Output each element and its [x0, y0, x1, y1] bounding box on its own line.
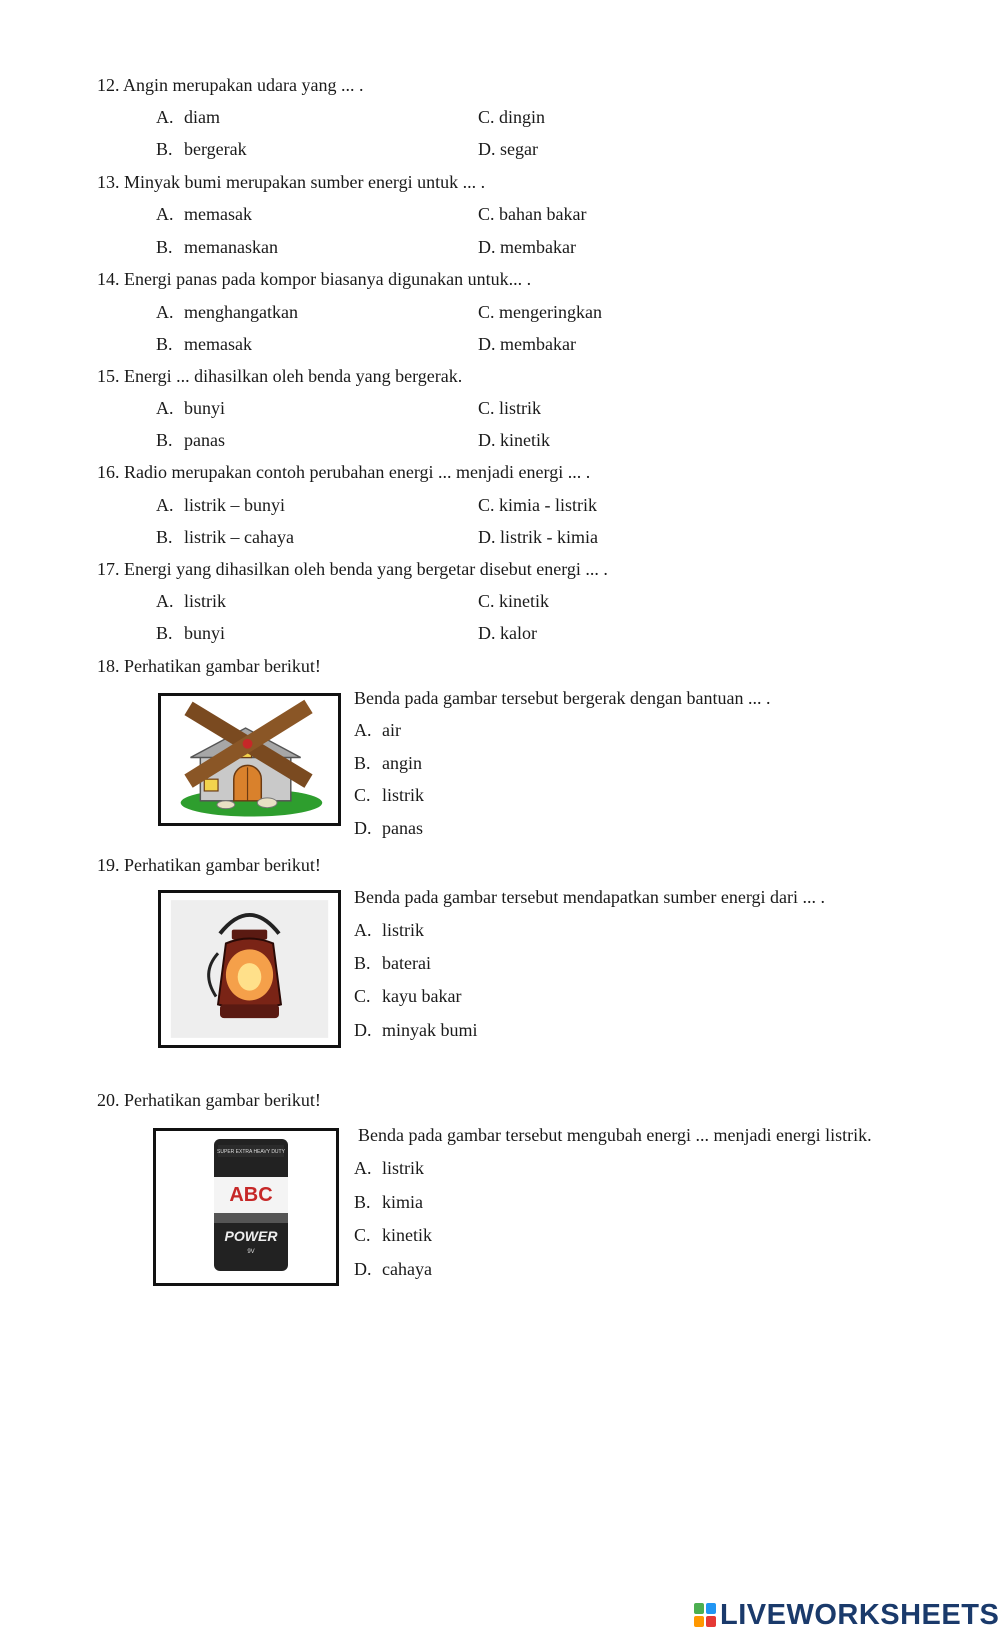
option-letter: B.: [156, 430, 173, 450]
option-15a[interactable]: [156, 398, 225, 419]
option-13a[interactable]: [156, 204, 252, 225]
option-text: cahaya: [382, 1259, 432, 1279]
option-12b[interactable]: [156, 139, 247, 160]
option-text: mengeringkan: [499, 302, 602, 322]
option-17c[interactable]: [478, 591, 549, 612]
option-16a[interactable]: [156, 495, 285, 516]
option-letter: D.: [354, 1020, 372, 1040]
option-15c[interactable]: [478, 398, 541, 419]
option-18b[interactable]: [354, 753, 422, 774]
option-13b[interactable]: [156, 237, 278, 258]
question-text: Energi yang dihasilkan oleh benda yang bergetar disebut energi ... .: [124, 559, 608, 579]
option-letter: B.: [156, 237, 173, 257]
battery-image-frame: [153, 1128, 339, 1286]
option-text: kimia - listrik: [499, 495, 598, 515]
option-text: listrik: [184, 591, 227, 611]
question-number: 19.: [97, 855, 120, 875]
option-letter: C.: [478, 107, 495, 127]
option-letter: B.: [354, 1192, 371, 1212]
option-text: panas: [184, 430, 225, 450]
option-letter: C.: [354, 986, 371, 1006]
battery-power-text: POWER: [224, 1228, 278, 1244]
option-20d[interactable]: [354, 1259, 432, 1280]
option-19c[interactable]: [354, 986, 461, 1007]
option-letter: A.: [156, 398, 174, 418]
option-15d[interactable]: [478, 430, 550, 451]
option-letter: A.: [156, 302, 174, 322]
option-16d[interactable]: [478, 527, 598, 548]
option-letter: B.: [156, 623, 173, 643]
question-text: Minyak bumi merupakan sumber energi untuk ... .: [124, 172, 486, 192]
option-letter: B.: [354, 753, 371, 773]
option-text: bahan bakar: [499, 204, 587, 224]
option-text: kinetik: [382, 1225, 432, 1245]
battery-volt-text: 9V: [247, 1249, 255, 1255]
question-number: 14.: [97, 269, 120, 289]
question-number: 12.: [97, 75, 120, 95]
question-text: Perhatikan gambar berikut!: [124, 656, 321, 676]
option-letter: B.: [156, 527, 173, 547]
option-letter: A.: [156, 591, 174, 611]
option-17a[interactable]: [156, 591, 226, 612]
option-text: kayu bakar: [382, 986, 462, 1006]
option-16b[interactable]: [156, 527, 294, 548]
option-text: angin: [382, 753, 422, 773]
option-20a[interactable]: [354, 1158, 424, 1179]
option-text: bunyi: [184, 623, 226, 643]
option-text: baterai: [382, 953, 431, 973]
liveworksheets-logo[interactable]: [694, 1598, 999, 1632]
option-letter: D.: [478, 430, 496, 450]
option-text: listrik: [382, 920, 425, 940]
option-letter: C.: [478, 495, 495, 515]
option-letter: B.: [156, 139, 173, 159]
option-letter: A.: [156, 107, 174, 127]
option-14b[interactable]: [156, 334, 252, 355]
question-16: [97, 462, 590, 483]
option-text: segar: [500, 139, 538, 159]
question-13: [97, 172, 485, 193]
option-18a[interactable]: [354, 720, 401, 741]
option-letter: D.: [478, 527, 496, 547]
option-letter: D.: [478, 237, 496, 257]
question-number: 15.: [97, 366, 120, 386]
question-number: 20.: [97, 1090, 120, 1110]
oil-lantern-icon: [161, 893, 338, 1045]
option-text: listrik – bunyi: [184, 495, 286, 515]
question-text: Angin merupakan udara yang ... .: [123, 75, 364, 95]
question-14: [97, 269, 531, 290]
option-letter: D.: [478, 139, 496, 159]
option-12a[interactable]: [156, 107, 220, 128]
option-text: listrik - kimia: [500, 527, 598, 547]
battery-top-text: SUPER EXTRA HEAVY DUTY: [217, 1149, 285, 1155]
option-text: listrik – cahaya: [184, 527, 294, 547]
option-text: menghangatkan: [184, 302, 298, 322]
option-letter: B.: [156, 334, 173, 354]
option-letter: C.: [354, 1225, 371, 1245]
question-number: 17.: [97, 559, 120, 579]
option-19a[interactable]: [354, 920, 424, 941]
option-18d[interactable]: [354, 818, 423, 839]
option-text: listrik: [382, 785, 425, 805]
logo-brand-text: LIVEWORKSHEETS: [720, 1598, 1000, 1631]
option-text: kinetik: [500, 430, 550, 450]
option-text: panas: [382, 818, 423, 838]
question-number: 13.: [97, 172, 120, 192]
battery-brand-text: ABC: [229, 1184, 273, 1206]
question-19: [97, 855, 321, 876]
option-12d[interactable]: [478, 139, 538, 160]
option-text: kalor: [500, 623, 537, 643]
question-15: [97, 366, 462, 387]
option-letter: D.: [478, 623, 496, 643]
option-15b[interactable]: [156, 430, 225, 451]
question-text: Energi panas pada kompor biasanya digunakan untuk... .: [124, 269, 532, 289]
option-13d[interactable]: [478, 237, 576, 258]
option-19d[interactable]: [354, 1020, 478, 1041]
option-20b[interactable]: [354, 1192, 423, 1213]
option-19b[interactable]: [354, 953, 431, 974]
option-text: membakar: [500, 237, 576, 257]
option-14c[interactable]: [478, 302, 602, 323]
option-letter: C.: [478, 398, 495, 418]
option-letter: A.: [354, 920, 372, 940]
option-letter: A.: [156, 204, 174, 224]
option-text: bunyi: [184, 398, 226, 418]
question-text: Perhatikan gambar berikut!: [124, 855, 321, 875]
option-14a[interactable]: [156, 302, 298, 323]
option-12c[interactable]: [478, 107, 545, 128]
question-number: 18.: [97, 656, 120, 676]
question-18-prompt: Benda pada gambar tersebut bergerak dengan bantuan ... .: [354, 688, 771, 708]
option-text: kimia: [382, 1192, 423, 1212]
question-18: [97, 656, 321, 677]
battery-9v-icon: [156, 1131, 336, 1283]
option-text: listrik: [499, 398, 542, 418]
option-letter: D.: [354, 818, 372, 838]
question-text: Perhatikan gambar berikut!: [124, 1090, 321, 1110]
question-17: [97, 559, 608, 580]
option-text: listrik: [382, 1158, 425, 1178]
option-letter: C.: [354, 785, 371, 805]
windmill-image-frame: [158, 693, 341, 826]
option-text: kinetik: [499, 591, 550, 611]
option-letter: C.: [478, 302, 495, 322]
option-text: memasak: [184, 334, 252, 354]
question-text: Radio merupakan contoh perubahan energi ... menjadi energi ... .: [124, 462, 591, 482]
option-letter: B.: [354, 953, 371, 973]
option-letter: A.: [156, 495, 174, 515]
option-16c[interactable]: [478, 495, 597, 516]
option-text: air: [382, 720, 401, 740]
lantern-image-frame: [158, 890, 341, 1048]
option-20c[interactable]: [354, 1225, 432, 1246]
option-17b[interactable]: [156, 623, 225, 644]
option-17d[interactable]: [478, 623, 537, 644]
question-20-prompt: Benda pada gambar tersebut mengubah energi ... menjadi energi listrik.: [358, 1125, 872, 1145]
option-text: memasak: [184, 204, 252, 224]
option-text: minyak bumi: [382, 1020, 478, 1040]
option-letter: C.: [478, 204, 495, 224]
option-letter: C.: [478, 591, 495, 611]
option-letter: A.: [354, 720, 372, 740]
option-text: dingin: [499, 107, 546, 127]
option-text: bergerak: [184, 139, 247, 159]
option-text: membakar: [500, 334, 576, 354]
option-14d[interactable]: [478, 334, 576, 355]
option-text: memanaskan: [184, 237, 278, 257]
option-13c[interactable]: [478, 204, 586, 225]
liveworksheets-logo-icon: [694, 1603, 716, 1627]
option-text: diam: [184, 107, 220, 127]
option-letter: D.: [354, 1259, 372, 1279]
option-letter: D.: [478, 334, 496, 354]
question-text: Energi ... dihasilkan oleh benda yang bergerak.: [124, 366, 463, 386]
question-number: 16.: [97, 462, 120, 482]
question-19-prompt: Benda pada gambar tersebut mendapatkan sumber energi dari ... .: [354, 887, 825, 907]
option-letter: A.: [354, 1158, 372, 1178]
question-12: [97, 75, 363, 96]
question-20: [97, 1090, 321, 1111]
windmill-house-icon: [161, 696, 338, 823]
option-18c[interactable]: [354, 785, 424, 806]
